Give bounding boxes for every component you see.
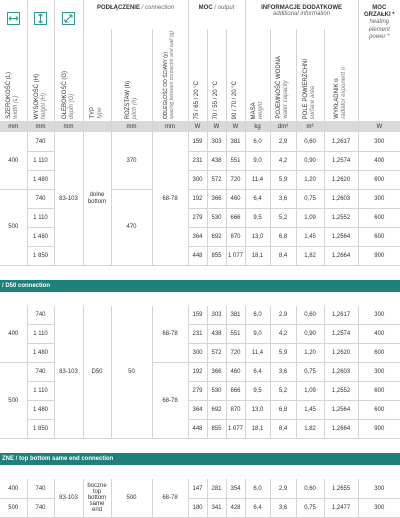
heater-power-cell: 600 [358,401,400,420]
height-cell: 740 [27,132,54,151]
col-header-exponent: WYKŁADNIK n radiator exponent n [324,29,358,121]
height-cell: 1 110 [27,208,54,227]
output-70-cell: 692 [207,401,226,420]
heater-power-cell: 300 [358,306,400,325]
spacer [0,265,400,280]
type-cell: boczne top bottom same end [83,479,111,517]
water-capacity-cell: 4,2 [270,325,296,344]
weight-cell: 6,4 [245,498,270,517]
output-90-cell: 381 [226,306,245,325]
water-capacity-cell: 3,6 [270,498,296,517]
exponent-cell: 1,2620 [324,344,358,363]
exponent-cell: 1,2603 [324,363,358,382]
output-90-cell: 870 [226,227,245,246]
heater-power-cell: 600 [358,344,400,363]
output-75-cell: 159 [188,306,207,325]
output-90-cell: 551 [226,325,245,344]
output-70-cell: 530 [207,382,226,401]
height-cell: 1 480 [27,401,54,420]
weight-cell: 18,1 [245,420,270,439]
water-capacity-cell: 8,4 [270,246,296,265]
heater-power-cell: 400 [358,325,400,344]
spacing-cell: 68-78 [152,479,188,517]
width-arrows-icon [7,12,20,25]
col-header-output-75: 75 / 65 / 20 °C [188,29,207,121]
heater-header-line: element [368,26,390,33]
water-capacity-cell: 5,2 [270,382,296,401]
pitch-cell: 50 [111,306,152,439]
spacer [0,465,400,479]
output-75-cell: 159 [188,132,207,151]
unit-cell: m² [296,121,324,132]
height-cell: 1 110 [27,325,54,344]
surface-area-cell: 0,75 [296,189,324,208]
unit-cell: mm [27,121,54,132]
section-header-d50 [0,280,400,292]
height-cell: 1 110 [27,382,54,401]
width-cell: 500 [0,189,27,265]
spacing-cell: 68-78 [152,132,188,265]
unit-cell: mm [152,121,188,132]
output-75-cell: 180 [188,498,207,517]
output-75-cell: 300 [188,344,207,363]
width-cell: 500 [0,498,27,517]
output-90-cell: 870 [226,401,245,420]
output-75-cell: 231 [188,325,207,344]
output-group-header [188,0,245,29]
unit-cell: mm [111,121,152,132]
output-70-cell: 438 [207,325,226,344]
width-cell: 400 [0,479,27,498]
output-90-cell: 381 [226,132,245,151]
info-header-en: additional information [273,11,331,18]
surface-area-cell: 1,82 [296,420,324,439]
weight-cell: 6,4 [245,189,270,208]
depth-cell: 83-103 [54,132,83,265]
output-90-cell: 460 [226,189,245,208]
weight-cell: 13,0 [245,401,270,420]
exponent-cell: 1,2617 [324,132,358,151]
water-capacity-cell: 5,9 [270,170,296,189]
col-header-output-90: 90 / 70 / 20 °C [226,29,245,121]
exponent-cell: 1,2564 [324,401,358,420]
exponent-cell: 1,2552 [324,382,358,401]
output-70-cell: 572 [207,344,226,363]
col-header-pitch: ROZSTAW (h) pitch (h) [111,29,152,121]
output-75-cell: 231 [188,151,207,170]
surface-area-cell: 1,20 [296,170,324,189]
type-cell: dolne bottom [83,132,111,265]
col-header-type: TYP type [83,29,111,121]
heater-power-cell: 300 [358,479,400,498]
output-70-cell: 341 [207,498,226,517]
unit-cell: mm [0,121,27,132]
block-same-end-connection [0,479,400,517]
col-header-weight: MASA weight [245,29,270,121]
weight-cell: 6,0 [245,132,270,151]
height-cell: 740 [27,498,54,517]
spacing-cell: 68-78 [152,306,188,363]
output-75-cell: 192 [188,189,207,208]
output-75-cell: 448 [188,246,207,265]
surface-area-cell: 0,75 [296,363,324,382]
spacer [0,439,400,454]
section-header-same-end [0,453,400,465]
output-90-cell: 428 [226,498,245,517]
surface-area-cell: 1,45 [296,401,324,420]
output-75-cell: 192 [188,363,207,382]
output-90-cell: 1 077 [226,420,245,439]
heater-power-cell: 300 [358,189,400,208]
height-arrows-icon [34,12,47,25]
output-70-cell: 692 [207,227,226,246]
height-cell: 1 850 [27,420,54,439]
output-70-cell: 855 [207,246,226,265]
heater-power-cell: 600 [358,208,400,227]
water-capacity-cell: 5,9 [270,344,296,363]
exponent-cell: 1,2564 [324,227,358,246]
heater-power-cell: 300 [358,132,400,151]
pitch-cell: 470 [111,189,152,265]
water-capacity-cell: 6,8 [270,401,296,420]
output-90-cell: 720 [226,170,245,189]
exponent-cell: 1,2655 [324,479,358,498]
exponent-cell: 1,2574 [324,151,358,170]
output-75-cell: 279 [188,208,207,227]
output-70-cell: 366 [207,189,226,208]
block-d50-connection [0,306,400,439]
spacing-cell: 68-78 [152,363,188,439]
col-header-height: WYSOKOŚĆ (H) height (H) [27,29,54,121]
weight-cell: 13,0 [245,227,270,246]
weight-cell: 9,5 [245,208,270,227]
output-70-cell: 366 [207,363,226,382]
heater-power-header [358,0,400,121]
heater-power-cell: 600 [358,170,400,189]
water-capacity-cell: 2,9 [270,306,296,325]
surface-area-cell: 0,60 [296,132,324,151]
unit-cell: mm [54,121,83,132]
table-row [0,132,400,151]
exponent-cell: 1,2603 [324,189,358,208]
type-cell: D50 [83,306,111,439]
output-70-cell: 303 [207,306,226,325]
weight-cell: 6,0 [245,306,270,325]
heater-power-cell: 400 [358,151,400,170]
output-70-cell: 855 [207,420,226,439]
weight-cell: 6,0 [245,479,270,498]
info-header-pl: INFORMACJE DODATKOWE [261,5,342,11]
heater-power-cell: 900 [358,420,400,439]
unit-cell: W [226,121,245,132]
weight-cell: 9,5 [245,382,270,401]
water-capacity-cell: 3,6 [270,189,296,208]
unit-cell: kg [245,121,270,132]
height-cell: 1 850 [27,246,54,265]
surface-area-cell: 1,09 [296,382,324,401]
block-bottom-connection [0,132,400,265]
heater-power-cell: 600 [358,227,400,246]
weight-cell: 11,4 [245,344,270,363]
col-header-width: SZEROKOŚĆ (L) width (L) [6,72,20,120]
unit-cell: dm³ [270,121,296,132]
pitch-cell: 370 [111,132,152,189]
weight-cell: 9,0 [245,151,270,170]
surface-area-cell: 0,60 [296,479,324,498]
units-row [0,121,400,132]
output-header-en: / output [214,5,235,11]
heater-power-cell: 300 [358,498,400,517]
width-cell: 400 [0,306,27,363]
output-75-cell: 364 [188,401,207,420]
height-cell: 1 480 [27,344,54,363]
exponent-cell: 1,2552 [324,208,358,227]
connection-header-en: / connection [141,5,175,11]
output-90-cell: 720 [226,344,245,363]
weight-cell: 6,4 [245,363,270,382]
output-90-cell: 666 [226,208,245,227]
water-capacity-cell: 6,8 [270,227,296,246]
surface-area-cell: 0,90 [296,151,324,170]
heater-header-line: heating [369,19,390,26]
heater-header-line: power * [369,33,390,40]
surface-area-cell: 0,75 [296,498,324,517]
surface-area-cell: 0,90 [296,325,324,344]
output-70-cell: 281 [207,479,226,498]
heater-header-line: MOC [372,5,387,11]
output-70-cell: 438 [207,151,226,170]
info-group-header [245,0,358,29]
surface-area-cell: 1,20 [296,344,324,363]
unit-cell: W [207,121,226,132]
output-header-pl: MOC [198,5,213,11]
output-75-cell: 300 [188,170,207,189]
surface-area-cell: 0,60 [296,306,324,325]
depth-arrows-icon [62,12,75,25]
height-cell: 740 [27,189,54,208]
exponent-cell: 1,2574 [324,325,358,344]
connection-group-header [83,0,188,29]
exponent-cell: 1,2664 [324,420,358,439]
surface-area-cell: 1,82 [296,246,324,265]
heater-power-cell: 600 [358,382,400,401]
width-cell: 500 [0,363,27,439]
col-header-output-70: 70 / 55 / 20 °C [207,29,226,121]
height-cell: 1 480 [27,227,54,246]
water-capacity-cell: 2,9 [270,132,296,151]
connection-header-pl: PODŁĄCZENIE [96,5,140,11]
height-cell: 1 480 [27,170,54,189]
exponent-cell: 1,2664 [324,246,358,265]
output-90-cell: 354 [226,479,245,498]
spacer [0,292,400,306]
output-75-cell: 364 [188,227,207,246]
exponent-cell: 1,2477 [324,498,358,517]
water-capacity-cell: 5,2 [270,208,296,227]
weight-cell: 11,4 [245,170,270,189]
output-90-cell: 460 [226,363,245,382]
height-cell: 1 110 [27,151,54,170]
table-row [0,479,400,498]
height-cell: 740 [27,479,54,498]
water-capacity-cell: 8,4 [270,420,296,439]
exponent-cell: 1,2620 [324,170,358,189]
water-capacity-cell: 2,9 [270,479,296,498]
heater-power-cell: 300 [358,363,400,382]
pitch-cell: 500 [111,479,152,517]
output-90-cell: 666 [226,382,245,401]
section-title: ZNE / top bottom same end connection [0,453,400,465]
output-75-cell: 147 [188,479,207,498]
surface-area-cell: 1,09 [296,208,324,227]
depth-icon-cell [54,0,83,29]
output-70-cell: 572 [207,170,226,189]
exponent-cell: 1,2617 [324,306,358,325]
width-icon-cell [0,0,27,29]
col-header-water-capacity: POJEMNOŚĆ WODNA water capacity [270,29,296,121]
weight-cell: 18,1 [245,246,270,265]
col-header-depth: GŁĘBOKOŚĆ (G) depth (G) [54,29,83,121]
height-cell: 740 [27,363,54,382]
table-row [0,306,400,325]
unit-cell: W [358,121,400,132]
width-cell: 400 [0,132,27,189]
col-header-wall-spacing: ODLEGŁOŚĆ OD ŚCIANY (y) spacing between connector and wall (g) [152,29,188,121]
output-75-cell: 279 [188,382,207,401]
water-capacity-cell: 4,2 [270,151,296,170]
height-icon-cell [27,0,54,29]
section-title: / D50 connection [0,280,400,292]
output-90-cell: 1 077 [226,246,245,265]
unit-cell [324,121,358,132]
height-cell: 740 [27,306,54,325]
output-75-cell: 448 [188,420,207,439]
heater-power-cell: 900 [358,246,400,265]
output-70-cell: 530 [207,208,226,227]
depth-cell: 83-103 [54,306,83,439]
weight-cell: 9,0 [245,325,270,344]
output-70-cell: 303 [207,132,226,151]
output-90-cell: 551 [226,151,245,170]
unit-cell [83,121,111,132]
unit-cell: W [188,121,207,132]
depth-cell: 83-103 [54,479,83,517]
water-capacity-cell: 3,6 [270,363,296,382]
surface-area-cell: 1,45 [296,227,324,246]
heater-header-line: GRZAŁKI * [363,12,395,19]
col-header-surface-area: POLE POWIERZCHNI surface area [296,29,324,121]
